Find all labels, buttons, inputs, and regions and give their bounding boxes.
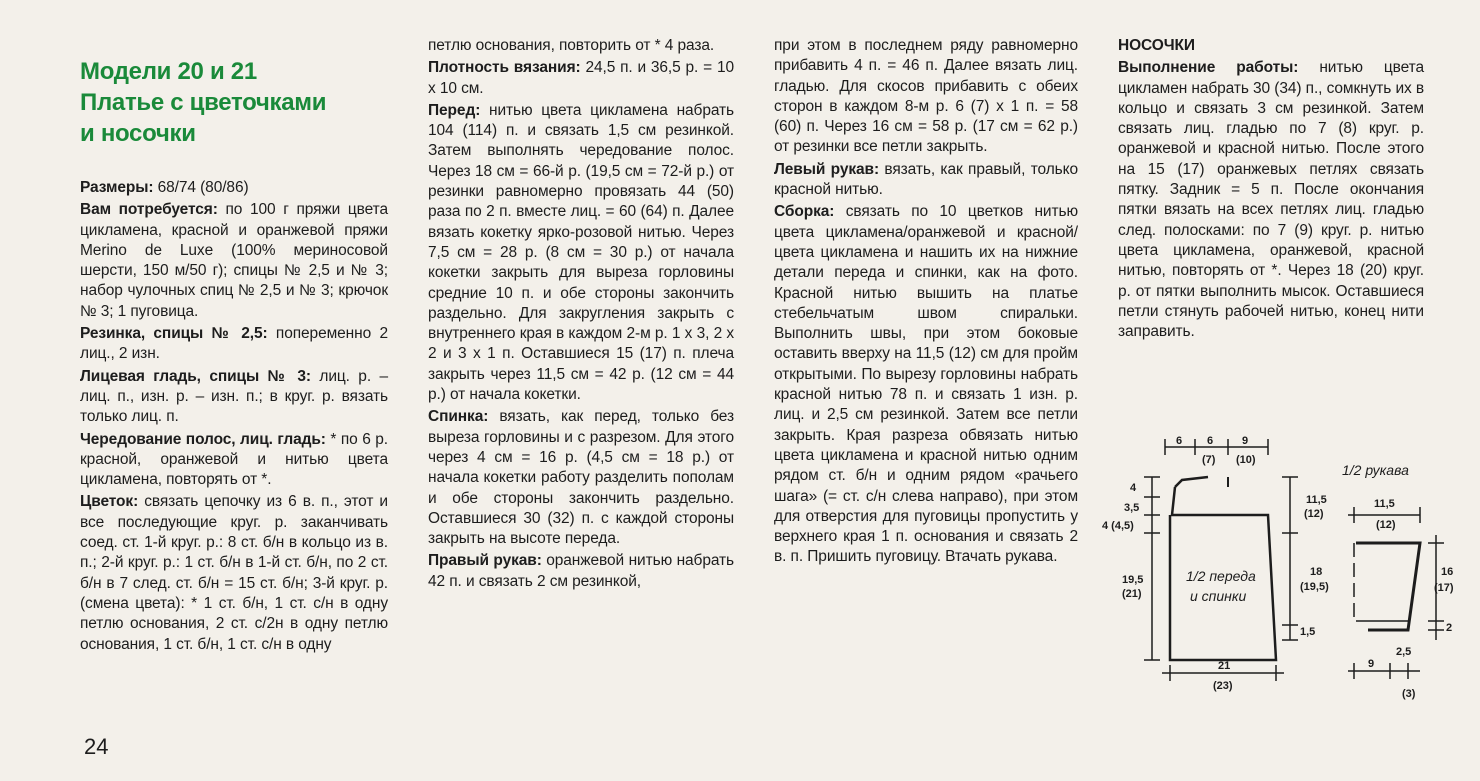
paragraph-heading: Сборка: (774, 203, 835, 221)
paragraph-text: нитью цвета цикламен набрать 30 (34) п., сомкнуть их в кольцо и связать 3 см резинкой. Затем связать лиц. гладью по 7 (8) круг. р. оранжевой и красной нитью. После этого на 15 (17) оранжевых петлях связать пятку. Задник = 5 п. После окончания пятки вязать на всех петлях лиц. гладью след. полосками: по 7 (9) круг. р. нитью цвета цикламена, оранжевой, красной нитью, повторять от *. Через 18 (20) круг. р. от пятки выполнить мысок. Оставшиеся петли стянуть рабочей нитью, конец нити заправить. (1118, 59, 1424, 341)
paragraph-heading: Перед: (428, 101, 481, 119)
dim-top-3: 9 (1242, 435, 1249, 447)
paragraph (80, 200, 388, 322)
dim-left-1: 4 (1130, 482, 1137, 494)
text-column-2 (428, 36, 734, 594)
dim-left-4: 19,5 (1122, 574, 1144, 586)
page-number: 24 (84, 734, 109, 759)
socks-section-title: НОСОЧКИ (1118, 37, 1195, 54)
paragraph-heading: Резинка, спицы № 2,5: (80, 325, 268, 343)
dim-sleeve-bottom-1: 9 (1368, 658, 1375, 670)
paragraph-heading: Цветок: (80, 493, 139, 511)
paragraph-heading: Вам потребуется: (80, 201, 218, 219)
paragraph-heading: Левый рукав: (774, 160, 880, 178)
paragraph-text: * по 6 р. красной, оранжевой и нитью цвета цикламена, повторять от *. (80, 430, 388, 489)
paragraph-text: оранжевой нитью набрать 42 п. и связать 2 см резинкой, (428, 552, 735, 590)
paragraph-heading: Размеры: (80, 179, 154, 196)
paragraph-heading: Чередование полос, лиц. гладь: (80, 430, 326, 448)
paragraph (428, 101, 734, 405)
paragraph-text: 24,5 п. и 36,5 р. = 10 x 10 см. (428, 59, 734, 97)
paragraph (80, 178, 388, 198)
paragraph-heading: Правый рукав: (428, 552, 542, 570)
paragraph-text: лиц. р. – лиц. п., изн. р. – изн. п.; в круг. р. вязать только лиц. п. (80, 367, 388, 426)
sleeve-dimensions (1342, 462, 1454, 700)
paragraph-heading: Спинка: (428, 408, 489, 426)
paragraph-text: вязать, как правый, только красной нитью. (774, 160, 1078, 199)
paragraph-text: вязать, как перед, только без выреза горловины и с разрезом. Для этого через 4 см = 16 р. (4,5 см = 18 р.) от начала кокетки работу разделить пополам и обе стороны закончить раздельно. Оставшиеся 30 (32) п. с каждой стороны закрыть на высоте переда. (428, 408, 734, 548)
dim-sleeve-right-2: (17) (1434, 582, 1454, 594)
dim-top-1: 6 (1176, 435, 1183, 447)
paragraph-text: попеременно 2 лиц., 2 изн. (80, 325, 388, 363)
paragraph-heading: Выполнение работы: (1118, 59, 1299, 77)
paragraph (428, 58, 734, 99)
dim-top-alt-2: (10) (1236, 454, 1256, 466)
front-back-dimensions (1102, 435, 1329, 692)
dim-right-5: 1,5 (1300, 626, 1316, 638)
sleeve-label: 1/2 рукава (1342, 462, 1409, 478)
paragraph-heading: Лицевая гладь, спицы № 3: (80, 367, 311, 385)
dim-sleeve-top-2: (12) (1376, 519, 1396, 531)
dim-bottom-1: 21 (1218, 660, 1231, 672)
dim-top-2: 6 (1207, 435, 1214, 447)
front-back-scheme (1144, 439, 1298, 681)
paragraph (428, 36, 734, 56)
title-line-3: и носочки (80, 120, 196, 147)
dim-sleeve-right-1: 16 (1441, 566, 1454, 578)
dim-left-5: (21) (1122, 588, 1142, 600)
dim-right-4: (19,5) (1300, 581, 1329, 593)
front-back-label-1: 1/2 переда (1186, 568, 1256, 584)
paragraph (80, 367, 388, 428)
dim-sleeve-bottom-3: (3) (1402, 688, 1416, 700)
paragraph (428, 551, 734, 592)
dim-sleeve-right-3: 2 (1446, 622, 1453, 634)
socks-instructions (1118, 58, 1424, 342)
dim-left-2: 3,5 (1124, 502, 1140, 514)
paragraph (1118, 58, 1424, 342)
paragraph (80, 430, 388, 491)
dim-right-1: 11,5 (1306, 494, 1327, 506)
paragraph (80, 492, 388, 654)
paragraph-text: петлю основания, повторить от * 4 раза. (428, 37, 715, 54)
paragraph (80, 324, 388, 365)
paragraph-text: по 100 г пряжи цвета цикламена, красной и оранжевой пряжи Merino de Luxe (100% мериносовой шерсти, 150 м/50 г); спицы № 2,5 и № 3; набор чулочных спиц № 2,5 и № 3; крючок № 3; 1 пуговица. (80, 201, 388, 320)
paragraph-heading: Плотность вязания: (428, 59, 581, 77)
paragraph (774, 202, 1078, 567)
text-column-1 (80, 178, 388, 657)
page-title (80, 56, 326, 149)
dim-right-2: (12) (1304, 508, 1324, 520)
front-back-label-2: и спинки (1190, 588, 1247, 604)
dim-sleeve-bottom-2: 2,5 (1396, 646, 1412, 658)
paragraph-text: связать цепочку из 6 в. п., этот и все последующие круг. р. заканчивать соед. ст. 1-й круг. р.: 8 ст. б/н в кольцо из в. п.; 2-й круг. р.: 1 ст. б/н в 1-й ст. б/н, по 2 ст. б/н в 7 след. ст. б/н = 15 ст. б/н; 3-й круг. р. (смена цвета): * 1 ст. б/н, 1 ст. с/н в одну петлю основания, 2 ст. с/2н в одну петлю основания, 1 ст. б/н, 1 ст. с/н в одну (80, 493, 388, 653)
paragraph (428, 407, 734, 549)
dim-right-3: 18 (1310, 566, 1323, 578)
dim-top-alt-1: (7) (1202, 454, 1216, 466)
paragraph-text: 68/74 (80/86) (153, 179, 249, 196)
paragraph-text: связать по 10 цветков нитью цвета цикламена/оранжевой и красной/цвета цикламена и нашить их на нижние детали переда и спинки, как на фото. Красной нитью вышить на платье стебельчатым швом спиральки. Выполнить швы, при этом боковые оставить вверху на 11,5 (12) см для пройм открытыми. По вырезу горловины набрать красной нитью 78 п. и связать 1 изн. р. лиц. и 2,5 см резинкой. Затем все петли закрыть. Края разреза обвязать нитью цвета цикламена и красной нитью одним рядом ст. б/н и одним рядом «рачьего шага» (= ст. с/н слева направо), при этом для отверстия для пуговицы пропустить у верхнего края 1 п. основания и связать 2 в. п. Пришить пуговицу. Втачать рукава. (774, 203, 1078, 566)
title-line-2: Платье с цветочками (80, 89, 327, 116)
paragraph (774, 36, 1078, 158)
title-line-1: Модели 20 и 21 (80, 58, 257, 85)
dim-bottom-2: (23) (1213, 680, 1233, 692)
paragraph (774, 160, 1078, 201)
dim-left-3: 4 (4,5) (1102, 520, 1134, 532)
dim-sleeve-top-1: 11,5 (1374, 498, 1395, 510)
paragraph-text: при этом в последнем ряду равномерно прибавить 4 п. = 46 п. Далее вязать лиц. гладью. Для скосов прибавить с обеих сторон в каждом 8-м р. 6 (7) x 1 п. = 58 (60) п. Через 16 см = 58 р. (17 см = 62 р.) от резинки все петли закрыть. (774, 37, 1078, 156)
text-column-3 (774, 36, 1078, 570)
pattern-schematic (1090, 425, 1460, 715)
text-column-4 (1118, 36, 1424, 344)
paragraph-text: нитью цвета цикламена набрать 104 (114) п. и связать 1,5 см резинкой. Затем выполнять чередование полос. Через 18 см = 66-й р. (19,5 см = 72-й р.) от резинки равномерно провязать 44 (50) раза по 2 п. вместе лиц. = 60 (64) п. Далее вязать кокетку ярко-розовой нитью. Через 7,5 см = 28 р. (8 см = 30 р.) от начала кокетки закрыть для выреза горловины средние 10 п. и обе стороны закончить раздельно. Для закругления закрыть с внутреннего края в каждом 2-м р. 1 x 3, 2 x 2 и 3 x 1 п. Оставшиеся 15 (17) п. плеча закрыть через 11,5 см = 42 р. (12 см = 44 р.) от начала кокетки. (428, 101, 734, 404)
